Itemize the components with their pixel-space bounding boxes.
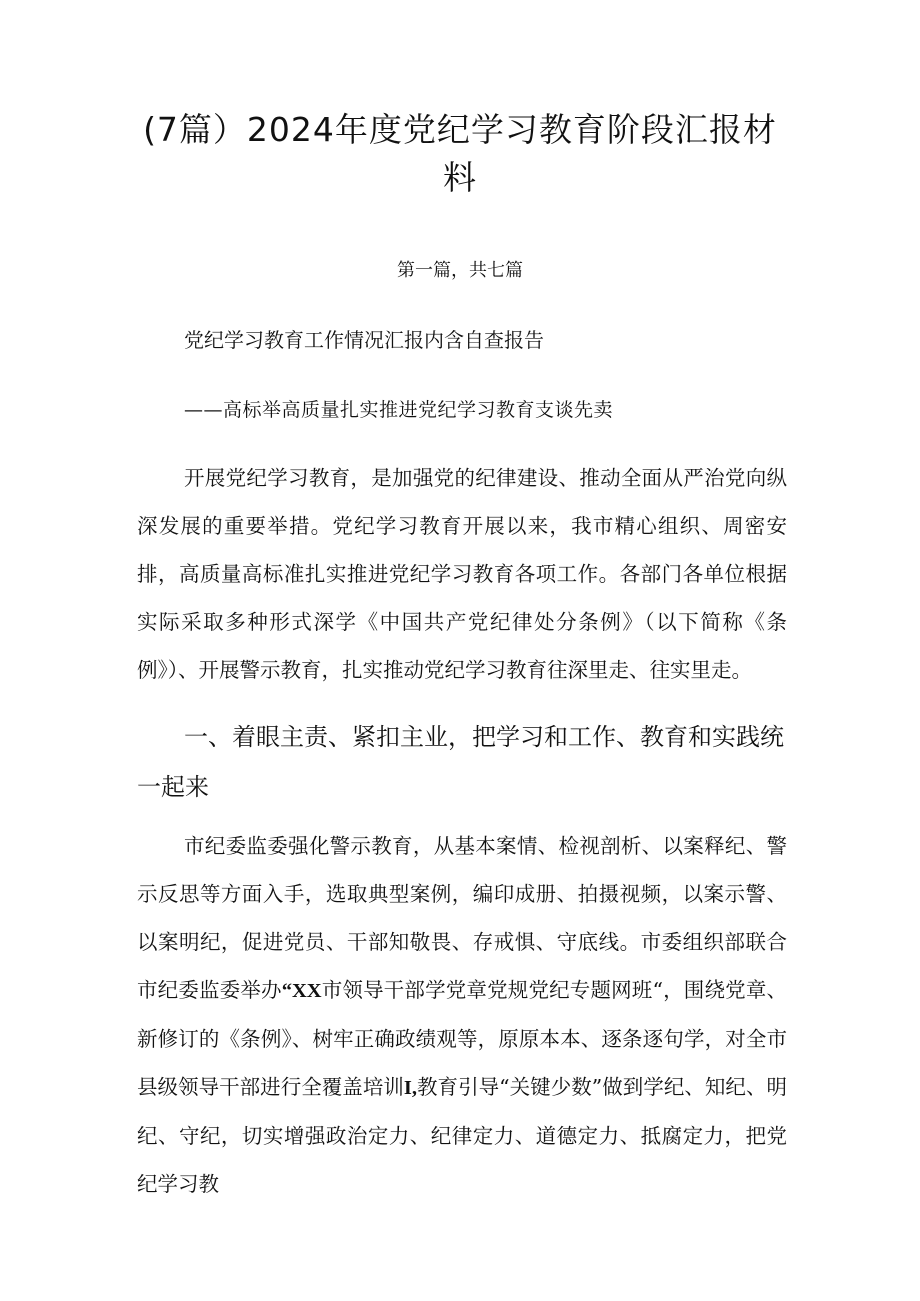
report-title: 党纪学习教育工作情况汇报内含自查报告 [184,328,544,352]
paragraph-text-segment: 市领导干部学党章党规党纪专题网班“，围绕党章、新修订的《条例》、树牢正确政绩观等，原原本本、逐条逐句学，对全市县级领导干部进行全覆盖培训 [137,978,787,1099]
report-subtitle: ——高标举高质量扎实推进党纪学习教育支谈先卖 [184,399,614,421]
section-heading-1: 一、着眼主责、紧扣主业，把学习和工作、教育和实践统一起来 [137,723,784,801]
paragraph-text-segment: 市纪委监委强化警示教育，从基本案情、检视剖析、以案释纪、警示反思等方面入手，选取典型案例，编印成册、拍摄视频，以案示警、以案明纪，促进党员、干部知敬畏、存戒惧、守底线。市委组织部联合市纪委监委举办 [137,834,787,1002]
paragraph-text-segment-bold: I, [403,1077,417,1099]
document-subtitle: 第一篇，共七篇 [397,260,523,281]
section-1-paragraph [137,822,787,1208]
intro-paragraph: 开展党纪学习教育，是加强党的纪律建设、推动全面从严治党向纵深发展的重要举措。党纪学习教育开展以来，我市精心组织、周密安排，高质量高标准扎实推进党纪学习教育各项工作。各部门各单位根据实际采取多种形式深学《中国共产党纪律处分条例》（以下简称《条例》）、开展警示教育，扎实推动党纪学习教育往深里走、往实里走。 [137,466,787,682]
paragraph-text-segment-bold: “XX [281,980,322,1002]
document-title: (7篇）2024年度党纪学习教育阶段汇报材料 [143,110,777,197]
paragraph-text-segment: 教育引导“关键少数”做到学纪、知纪、明纪、守纪，切实增强政治定力、纪律定力、道德定力、抵腐定力，把党纪学习教 [137,1075,787,1196]
